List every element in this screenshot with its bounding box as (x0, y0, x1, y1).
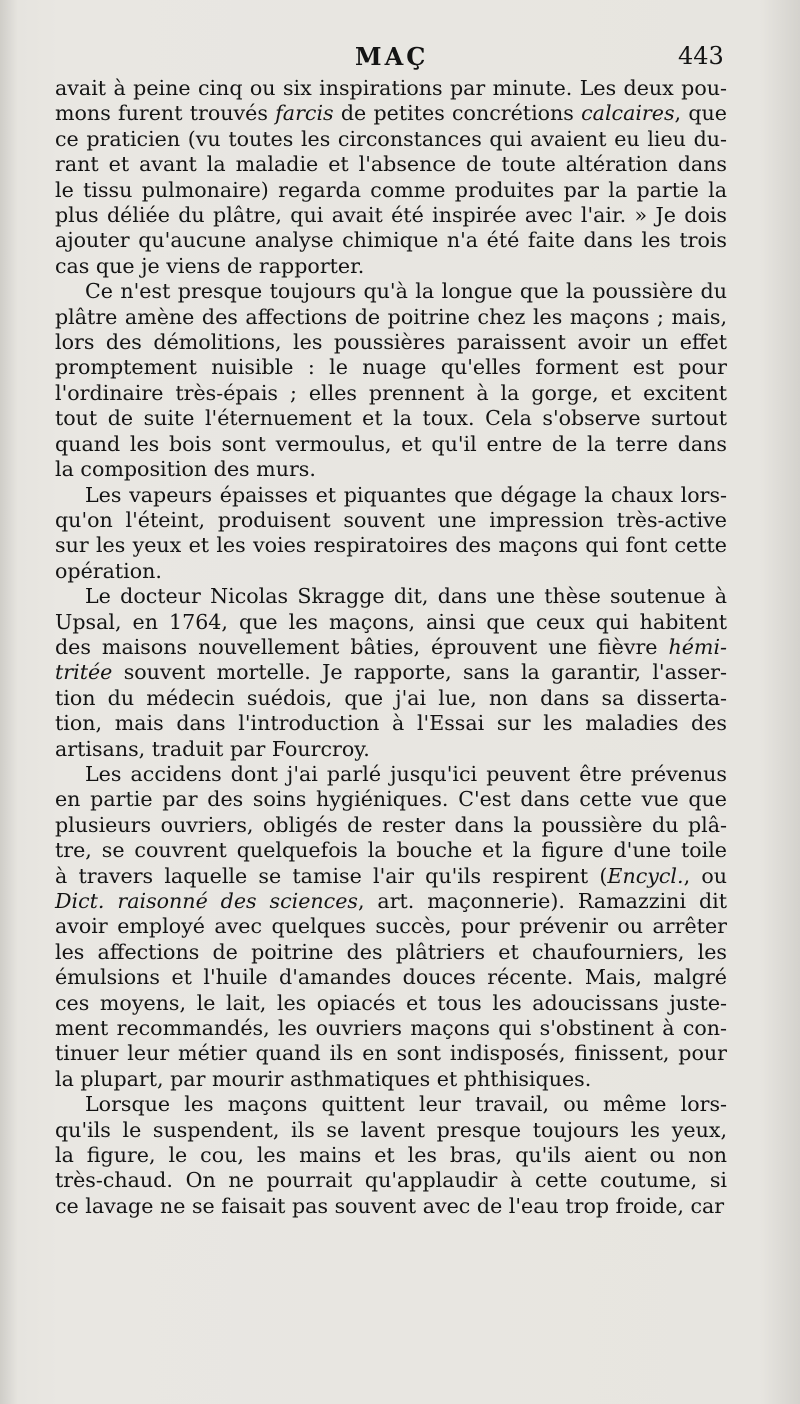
text-line (55, 152, 727, 177)
text-line (55, 838, 727, 863)
text-run: qu'on l'éteint, produisent souvent une impression très-active (55, 507, 727, 532)
text-run: , que (674, 101, 727, 126)
text-line (55, 381, 727, 406)
text-run: tre, se couvrent quelquefois la bouche et la figure d'une toile (55, 838, 727, 863)
paragraph (55, 279, 727, 482)
text-line (55, 457, 727, 482)
text-line (55, 610, 727, 635)
text-run: promptement nuisible : le nuage qu'elles forment est pour (55, 355, 727, 380)
text-run: artisans, traduit par Fourcroy. (55, 736, 370, 761)
text-run: tion du médecin suédois, que j'ai lue, non dans sa disserta- (55, 685, 727, 710)
italic-text: tritée (55, 660, 113, 685)
paragraph (55, 584, 727, 762)
text-line (55, 686, 727, 711)
text-run: l'ordinaire très-épais ; elles prennent à la gorge, et excitent (55, 380, 727, 405)
text-line (55, 76, 727, 101)
text-run: le tissu pulmonaire) regarda comme produites par la partie la (55, 177, 727, 202)
text-line (55, 635, 727, 660)
text-line (55, 940, 727, 965)
text-line (55, 991, 727, 1016)
text-run: la composition des murs. (55, 457, 316, 482)
paragraph (55, 483, 727, 585)
text-run: tout de suite l'éternuement et la toux. Cela s'observe surtout (55, 406, 727, 431)
text-run: émulsions et l'huile d'amandes douces récente. Mais, malgré (55, 965, 727, 990)
text-line (55, 787, 727, 812)
text-line (55, 228, 727, 253)
text-line (55, 1118, 727, 1143)
text-line (55, 432, 727, 457)
text-line (55, 1143, 727, 1168)
text-run: Les vapeurs épaisses et piquantes que dégage la chaux lors- (85, 482, 727, 507)
text-run: qu'ils le suspendent, ils se lavent presque toujours les yeux, (55, 1117, 727, 1142)
body-text (55, 76, 727, 1219)
text-run: cas que je viens de rapporter. (55, 253, 365, 278)
text-line (55, 279, 727, 304)
italic-text: farcis (275, 101, 334, 126)
text-line (55, 101, 727, 126)
text-run: rant et avant la maladie et l'absence de toute altération dans (55, 152, 727, 177)
running-head: MAÇ (355, 42, 429, 71)
text-line (55, 1092, 727, 1117)
text-run: ce lavage ne se faisait pas souvent avec de l'eau trop froide, car (55, 1193, 725, 1218)
text-line (55, 178, 727, 203)
text-line (55, 660, 727, 685)
text-run: la figure, le cou, les mains et les bras, qu'ils aient ou non (55, 1143, 727, 1168)
text-run: ce praticien (vu toutes les circonstances qui avaient eu lieu du- (55, 126, 727, 151)
italic-text: Encycl. (607, 863, 684, 888)
text-line (55, 813, 727, 838)
text-run: de petites concrétions (333, 101, 582, 126)
text-run: ment recommandés, les ouvriers maçons qui s'obstinent à con- (55, 1016, 727, 1041)
text-line (55, 965, 727, 990)
text-run: Les accidens dont j'ai parlé jusqu'ici peuvent être prévenus (85, 761, 727, 786)
text-run: , ou (683, 863, 727, 888)
paragraph (55, 1092, 727, 1219)
text-run: tion, mais dans l'introduction à l'Essai sur les maladies des (55, 711, 727, 736)
text-run: des maisons nouvellement bâties, éprouvent une fièvre (55, 634, 669, 659)
text-line (55, 355, 727, 380)
text-line (55, 330, 727, 355)
text-line (55, 127, 727, 152)
text-line (55, 254, 727, 279)
text-run: opération. (55, 558, 162, 583)
text-run: à travers laquelle se tamise l'air qu'ils respirent ( (55, 863, 608, 888)
text-line (55, 483, 727, 508)
paragraph (55, 762, 727, 1092)
text-run: en partie par des soins hygiéniques. C'est dans cette vue que (55, 787, 727, 812)
text-line (55, 864, 727, 889)
text-run: plus déliée du plâtre, qui avait été inspirée avec l'air. » Je dois (55, 203, 727, 228)
text-run: avoir employé avec quelques succès, pour prévenir ou arrêter (55, 914, 727, 939)
text-run: tinuer leur métier quand ils en sont indisposés, finissent, pour (55, 1041, 727, 1066)
page-number: 443 (678, 42, 724, 70)
text-run: plâtre amène des affections de poitrine chez les maçons ; mais, (55, 304, 727, 329)
text-line (55, 1041, 727, 1066)
text-run: plusieurs ouvriers, obligés de rester dans la poussière du plâ- (55, 812, 727, 837)
text-run: très-chaud. On ne pourrait qu'applaudir à cette coutume, si (55, 1168, 727, 1193)
italic-text: hémi- (668, 634, 727, 659)
text-run: Le docteur Nicolas Skragge dit, dans une thèse soutenue à (85, 584, 727, 609)
italic-text: calcaires (581, 101, 675, 126)
text-run: ajouter qu'aucune analyse chimique n'a été faite dans les trois (55, 228, 727, 253)
text-run: Lorsque les maçons quittent leur travail, ou même lors- (85, 1092, 727, 1117)
text-line (55, 508, 727, 533)
text-run: mons furent trouvés (55, 101, 276, 126)
text-run: avait à peine cinq ou six inspirations par minute. Les deux pou- (55, 76, 727, 100)
text-run: les affections de poitrine des plâtriers et chaufourniers, les (55, 939, 727, 964)
text-line (55, 305, 727, 330)
paragraph (55, 76, 727, 279)
text-line (55, 1067, 727, 1092)
text-run: , art. maçonnerie). Ramazzini dit (357, 889, 727, 913)
text-line (55, 406, 727, 431)
italic-text: Dict. raisonné des sciences (55, 889, 358, 913)
text-run: la plupart, par mourir asthmatiques et phthisiques. (55, 1066, 592, 1091)
text-line (55, 889, 727, 914)
text-run: quand les bois sont vermoulus, et qu'il entre de la terre dans (55, 431, 727, 456)
text-line (55, 914, 727, 939)
text-line (55, 762, 727, 787)
text-run: ces moyens, le lait, les opiacés et tous les adoucissans juste- (55, 990, 727, 1015)
page-header (0, 42, 800, 78)
text-line (55, 1016, 727, 1041)
text-line (55, 711, 727, 736)
text-line (55, 584, 727, 609)
text-line (55, 559, 727, 584)
text-line (55, 203, 727, 228)
text-line (55, 533, 727, 558)
text-run: lors des démolitions, les poussières paraissent avoir un effet (55, 330, 727, 355)
text-run: Ce n'est presque toujours qu'à la longue que la poussière du (85, 279, 727, 304)
text-run: souvent mortelle. Je rapporte, sans la garantir, l'asser- (112, 660, 727, 685)
text-line (55, 737, 727, 762)
text-run: Upsal, en 1764, que les maçons, ainsi que ceux qui habitent (55, 609, 727, 634)
text-run: sur les yeux et les voies respiratoires des maçons qui font cette (55, 533, 727, 558)
text-line (55, 1194, 727, 1219)
text-line (55, 1168, 727, 1193)
